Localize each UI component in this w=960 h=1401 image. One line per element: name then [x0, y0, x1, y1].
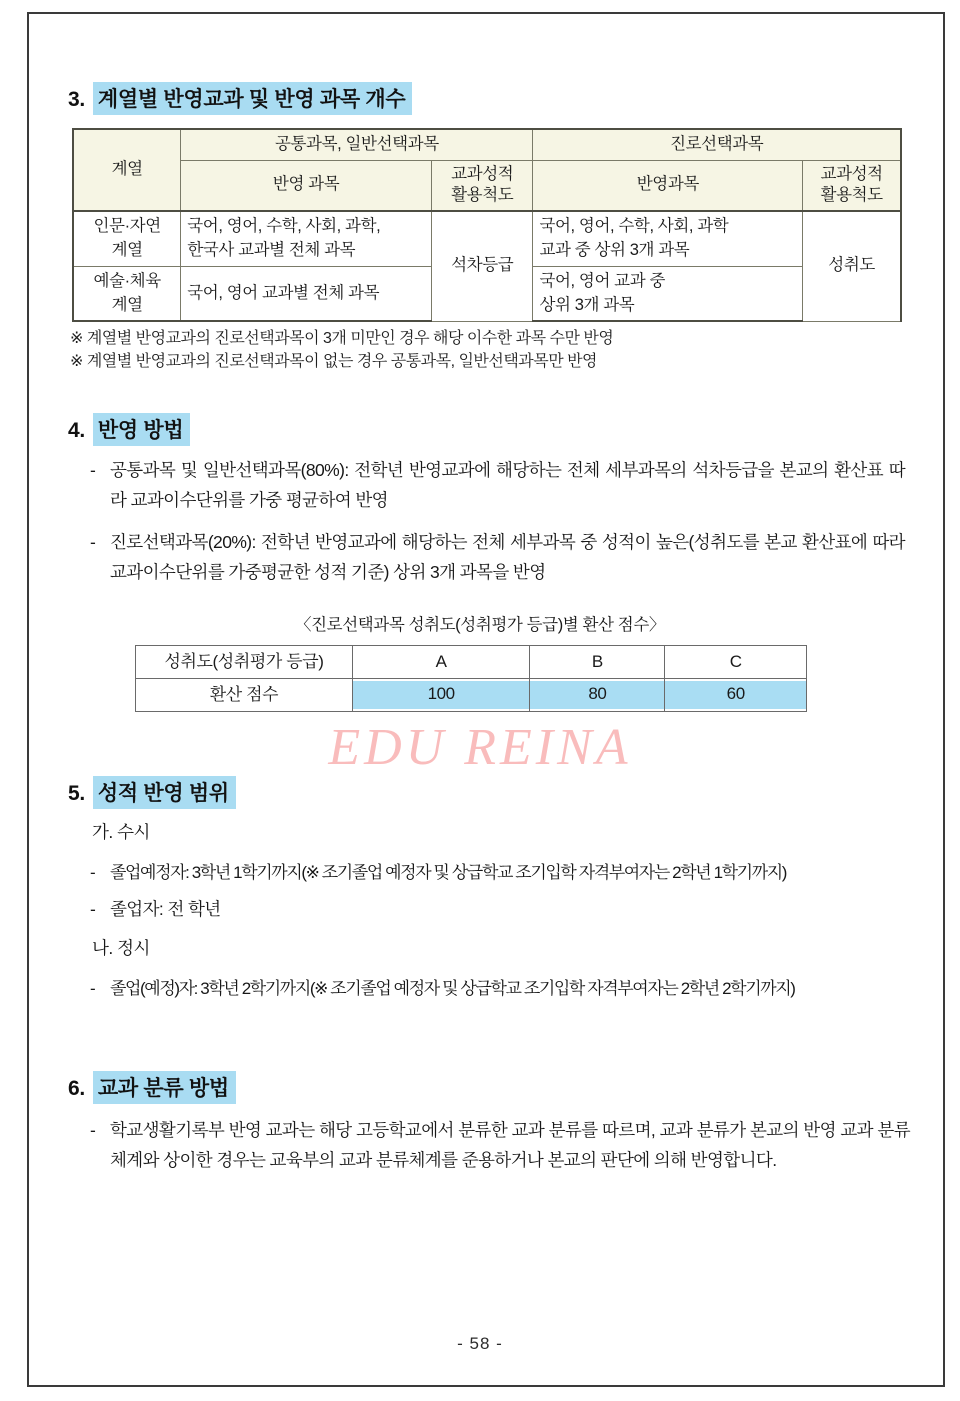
section-5-heading [68, 776, 236, 809]
bullet-dash: - [90, 979, 95, 998]
section-5-title: 성적 반영 범위 [93, 776, 236, 809]
score-value-c-text: 60 [664, 681, 807, 709]
score-row-label-grade: 성취도(성취평가 등급) [136, 646, 353, 679]
bullet-dash: - [90, 460, 96, 480]
score-grade-a: A [353, 646, 530, 679]
watermark: EDU REINA [328, 719, 632, 776]
section-6-heading [68, 1071, 236, 1104]
section-5-sub-a-item-2 [90, 894, 910, 924]
score-row-label-points: 환산 점수 [136, 679, 353, 712]
achievement-conversion-table [135, 645, 807, 712]
career-scale-value: 성취도 [803, 211, 901, 322]
section-3-note-2: ※ 계열별 반영교과의 진로선택과목이 없는 경우 공통과목, 일반선택과목만 반영 [70, 353, 598, 370]
bullet-dash: - [90, 1120, 96, 1140]
table-row [136, 646, 807, 679]
header-group-career: 진로선택과목 [533, 129, 901, 160]
row1-major-line1: 인문·자연 [93, 216, 161, 235]
row2-common-subjects: 국어, 영어 교과별 전체 과목 [181, 266, 432, 321]
page-number-footer: - 58 - [457, 1334, 503, 1353]
score-grade-b: B [530, 646, 665, 679]
header-common-scale-line1: 교과성적 [451, 164, 514, 183]
section-3-note-1: ※ 계열별 반영교과의 진로선택과목이 3개 미만인 경우 해당 이수한 과목 수만 반영 [70, 330, 614, 347]
header-career-scale-line1: 교과성적 [820, 164, 883, 183]
header-career-scale-line2: 활용척도 [820, 186, 883, 205]
section-4-title: 반영 방법 [93, 413, 190, 446]
row1-career-line2: 교과 중 상위 3개 과목 [539, 240, 690, 259]
section-5-sub-a-item-1-text: 졸업예정자: 3학년 1학기까지(※ 조기졸업 예정자 및 상급학교 조기입학 자격부여자는 2학년 1학기까지) [110, 863, 786, 882]
score-grade-c: C [665, 646, 807, 679]
majors-table-body [73, 211, 901, 322]
section-5-sub-a-item-1 [90, 858, 910, 887]
score-value-b-text: 80 [529, 681, 665, 709]
section-3-title: 계열별 반영교과 및 반영 과목 개수 [93, 82, 412, 115]
section-4-bullet-2-text: 진로선택과목(20%): 전학년 반영교과에 해당하는 전체 세부과목 중 성적이 높은(성취도를 본교 환산표에 따라 교과이수단위를 가중평균한 성적 기준) 상위 3개 과목을 반영 [110, 532, 905, 583]
header-career-subjects: 반영과목 [533, 160, 803, 210]
bullet-dash: - [90, 899, 96, 919]
majors-reflection-table [72, 128, 902, 322]
header-common-subjects: 반영 과목 [181, 160, 432, 210]
header-group-common: 공통과목, 일반선택과목 [181, 129, 533, 160]
row1-common-line2: 한국사 교과별 전체 과목 [187, 240, 356, 259]
table-row [136, 679, 807, 712]
header-common-scale-line2: 활용척도 [451, 186, 514, 205]
score-table-caption: 〈진로선택과목 성취도(성취평가 등급)별 환산 점수〉 [295, 616, 665, 634]
row2-career-line1: 국어, 영어 교과 중 [539, 271, 665, 290]
section-6-title: 교과 분류 방법 [93, 1071, 236, 1104]
majors-table-header-row-2 [73, 160, 901, 210]
section-5-number: 5. [68, 782, 85, 805]
section-6-bullet-1-text: 학교생활기록부 반영 교과는 해당 고등학교에서 분류한 교과 분류를 따르며, 교과 분류가 본교의 반영 교과 분류 체계와 상이한 경우는 교육부의 교과 분류체계를 준용하거나 본교의 판단에 의해 반영합니다. [110, 1120, 910, 1171]
bullet-dash: - [90, 532, 96, 552]
header-major-column: 계열 [73, 129, 181, 211]
row2-major-line1: 예술·체육 [93, 271, 161, 290]
row2-major [73, 266, 181, 321]
section-4-bullet-1-text: 공통과목 및 일반선택과목(80%): 전학년 반영교과에 해당하는 전체 세부과목의 석차등급을 본교의 환산표 따라 교과이수단위를 가중 평균하여 반영 [110, 460, 905, 511]
section-4-heading [68, 413, 190, 446]
row1-career-line1: 국어, 영어, 수학, 사회, 과학 [539, 216, 729, 235]
row2-career-line2: 상위 3개 과목 [539, 295, 635, 314]
score-value-c [665, 679, 807, 712]
score-table-body [136, 646, 807, 712]
section-6-bullet-1 [90, 1115, 910, 1175]
section-3-number: 3. [68, 88, 85, 111]
row1-common-line1: 국어, 영어, 수학, 사회, 과학, [187, 216, 381, 235]
common-scale-value: 석차등급 [431, 211, 533, 322]
header-career-scale [803, 160, 901, 210]
row1-major-line2: 계열 [111, 240, 143, 259]
section-5-sub-a-item-2-text: 졸업자: 전 학년 [110, 899, 221, 919]
score-value-a-text: 100 [352, 681, 530, 709]
table-row [73, 211, 901, 266]
majors-table-header-row-1 [73, 129, 901, 160]
section-6-number: 6. [68, 1077, 85, 1100]
section-5-sub-a-label: 가. 수시 [92, 822, 150, 842]
row1-career-subjects [533, 211, 803, 266]
score-value-a [353, 679, 530, 712]
section-4-number: 4. [68, 419, 85, 442]
section-4-bullet-1 [90, 455, 905, 515]
section-4-bullet-2 [90, 527, 905, 587]
bullet-dash: - [90, 863, 95, 882]
header-common-scale [431, 160, 533, 210]
score-value-b [530, 679, 665, 712]
section-5-sub-b-label: 나. 정시 [92, 938, 150, 958]
section-3-heading [68, 82, 412, 115]
section-5-sub-b-item-1 [90, 974, 910, 1003]
section-5-sub-b-item-1-text: 졸업(예정)자: 3학년 2학기까지(※ 조기졸업 예정자 및 상급학교 조기입학 자격부여자는 2학년 2학기까지) [110, 979, 795, 998]
row1-common-subjects [181, 211, 432, 266]
row2-major-line2: 계열 [111, 295, 143, 314]
majors-table-head [73, 129, 901, 211]
row2-career-subjects [533, 266, 803, 321]
row1-major [73, 211, 181, 266]
